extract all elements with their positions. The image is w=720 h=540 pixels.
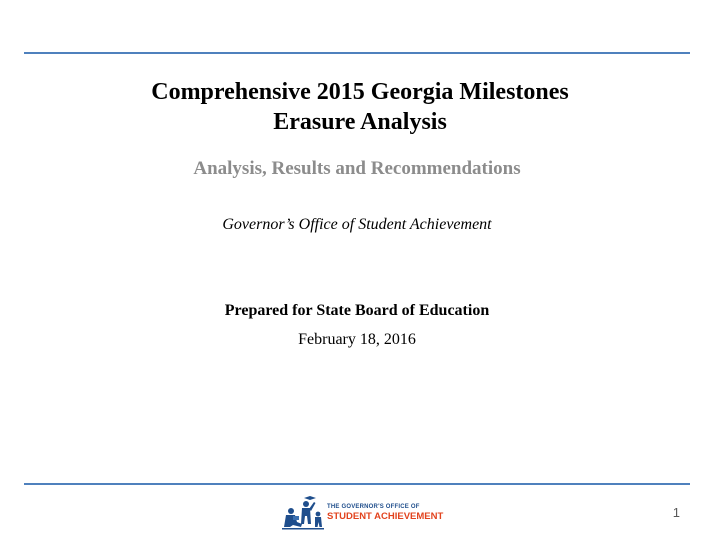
logo-text-line-2: STUDENT ACHIEVEMENT <box>327 511 444 522</box>
slide-subtitle: Analysis, Results and Recommendations <box>193 158 521 179</box>
logo-text-line-1: THE GOVERNOR'S OFFICE OF <box>327 504 420 510</box>
graduates-silhouette-icon <box>280 494 326 532</box>
title-line-2: Erasure Analysis <box>273 109 447 135</box>
gosa-logo <box>280 494 444 532</box>
office-name: Governor’s Office of Student Achievement <box>222 216 492 233</box>
logo-text <box>327 503 443 523</box>
slide-title <box>0 77 720 137</box>
bottom-divider <box>24 483 690 485</box>
title-line-1: Comprehensive 2015 Georgia Milestones <box>151 79 569 105</box>
top-divider <box>24 52 690 54</box>
prepared-for: Prepared for State Board of Education <box>224 302 490 319</box>
presentation-date: February 18, 2016 <box>298 331 416 348</box>
page-number: 1 <box>672 505 680 520</box>
